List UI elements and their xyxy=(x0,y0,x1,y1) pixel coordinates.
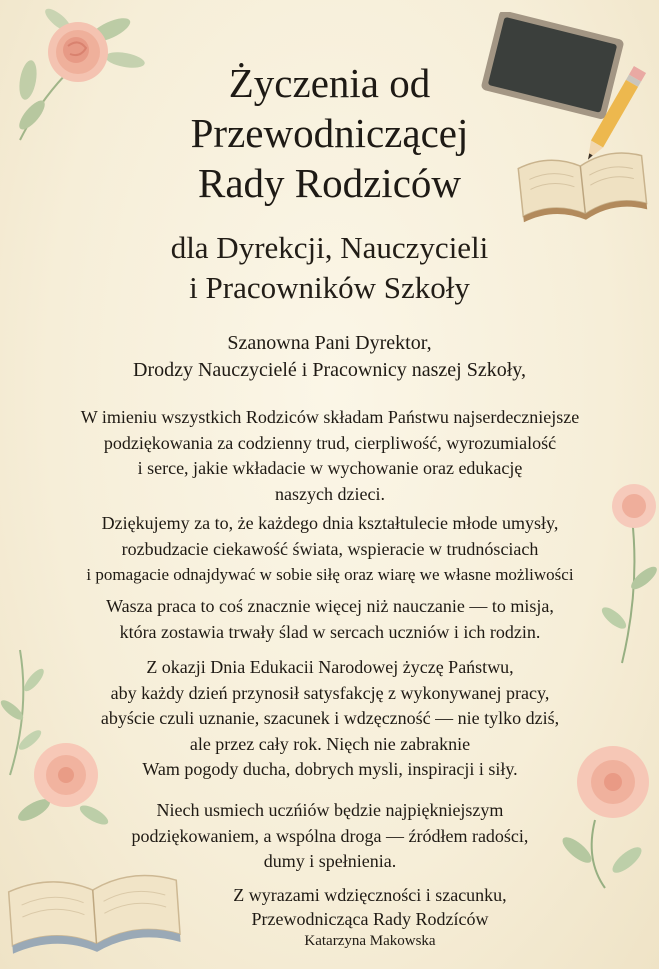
paragraph-wishes xyxy=(30,655,630,783)
signature-name: Katarzyna Makowska xyxy=(304,933,436,949)
paragraph-gratitude xyxy=(20,511,640,588)
paragraph-line: i serce, jakie wkładacie w wychowanie oraz edukację xyxy=(137,458,523,478)
paragraph-mission xyxy=(30,594,630,645)
signature-block xyxy=(190,883,550,951)
subtitle-line: i Pracowników Szkoły xyxy=(189,270,470,305)
paragraph-line: podziękowaniem, a wspólna droga — źródłem radości, xyxy=(131,825,529,846)
paragraph-line: podziękowania za codzienny trud, cierpliwość, wyrozumialość xyxy=(103,432,557,453)
paragraph-thanks xyxy=(30,405,630,507)
paragraph-line: Wam pogody ducha, dobrych mysli, inspiracji i siły. xyxy=(142,759,518,779)
paragraph-line: Wasza praca to coś znacznie więcej niż nauczanie — to misja, xyxy=(106,596,554,616)
subtitle-line: dla Dyrekcji, Nauczycieli xyxy=(170,230,489,265)
greeting-line: Szanowna Pani Dyrektor, xyxy=(227,332,432,354)
greeting xyxy=(0,330,659,384)
paragraph-line: abyście czuli uznanie, szacunek i wdzęczność — nie tylko dziś, xyxy=(100,708,560,728)
signature-role: Przewodnicząca Rady Rodzíców xyxy=(251,909,489,929)
paragraph-line: rozbudzacie ciekawość świata, wspieracie w trudnósciach xyxy=(121,538,539,559)
title-line: Przewodniczącej xyxy=(190,110,469,156)
paragraph-line: dumy i spełnienia. xyxy=(263,851,397,871)
paragraph-line: naszych dzieci. xyxy=(275,483,385,504)
paragraph-line: Dziękujemy za to, że każdego dnia kształtulecie młode umysły, xyxy=(101,513,559,533)
paragraph-line: Niech usmiech uczńiów będzie najpiękniejszym xyxy=(156,800,504,820)
signature-closing: Z wyrazami wdzięczności i szacunku, xyxy=(233,885,507,905)
greeting-line: Drodzy Nauczycielé i Pracownicy naszej Szkoły, xyxy=(133,359,526,381)
title-line: Życzenia od xyxy=(228,60,431,106)
paragraph-line: aby każdy dzień przynosił satysfakcję z wykonywanej pracy, xyxy=(110,682,550,703)
paragraph-closing-wish xyxy=(30,798,630,875)
paragraph-line: Z okazji Dnia Edukacii Narodowej życzę Państwu, xyxy=(146,657,514,677)
paragraph-line: która zostawia trwały ślad w sercach uczniów i ich rodzin. xyxy=(119,621,541,642)
page-title xyxy=(0,58,659,208)
title-line: Rady Rodziców xyxy=(197,160,462,206)
paragraph-line: i pomagacie odnajdywać w sobie siłę oraz wiarę we własne możliwości xyxy=(86,565,574,584)
paragraph-line: W imieniu wszystkich Rodziców składam Państwu najserdeczniejsze xyxy=(80,407,580,427)
page-subtitle xyxy=(0,228,659,308)
paragraph-line: ale przez cały rok. Nięch nie zabraknie xyxy=(189,733,471,754)
